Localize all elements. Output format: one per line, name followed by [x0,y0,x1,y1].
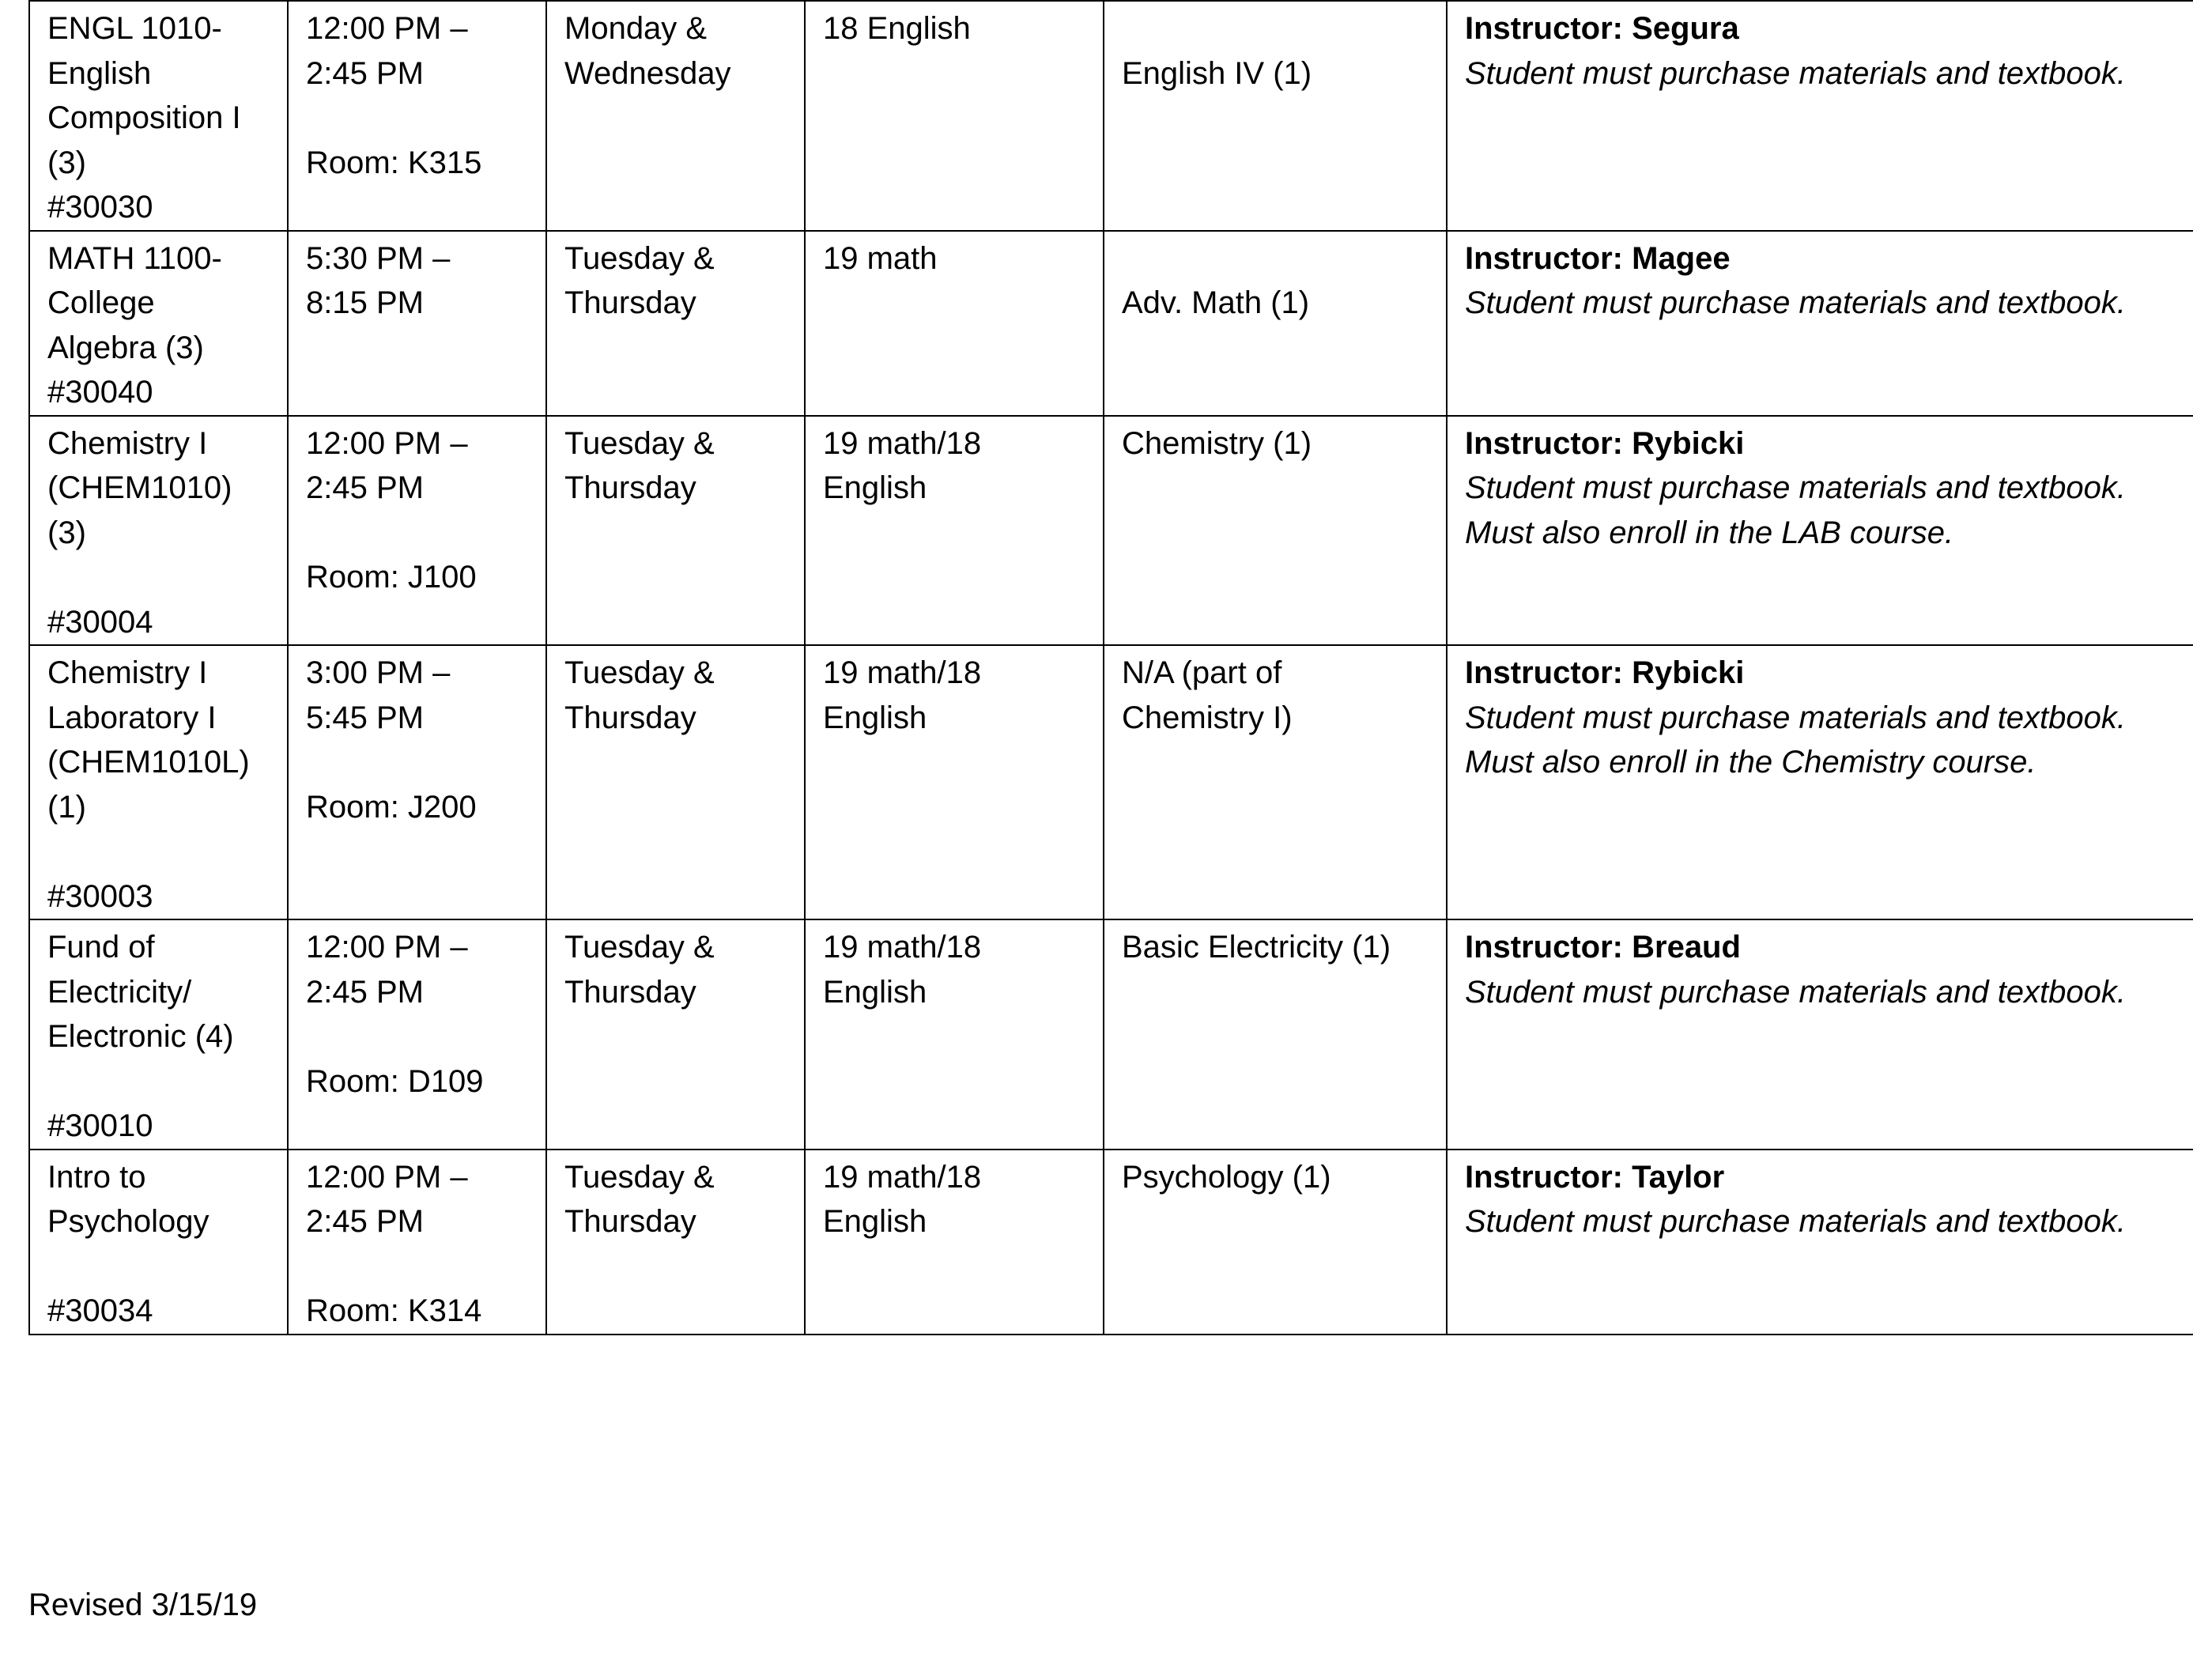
prerequisite-cell: 19 math/18 English [805,645,1104,919]
days-cell: Monday & Wednesday [546,1,805,231]
course-cell: MATH 1100- College Algebra (3) #30040 [29,231,288,416]
equivalent-credit-cell: Chemistry (1) [1104,416,1447,646]
notes-cell [1447,1150,2193,1335]
table-row [29,416,2193,646]
time-room-cell: 12:00 PM – 2:45 PM Room: D109 [288,919,546,1150]
table-row [29,919,2193,1150]
course-note: Student must purchase materials and textbook. [1465,55,2127,91]
course-cell: Chemistry I Laboratory I (CHEM1010L) (1) #30003 [29,645,288,919]
notes-cell [1447,416,2193,646]
course-note: Student must purchase materials and textbook. [1465,285,2127,320]
course-schedule-table [28,0,2193,1335]
course-note: Student must purchase materials and textbook. [1465,974,2127,1010]
table-row [29,1,2193,231]
days-cell: Tuesday & Thursday [546,919,805,1150]
table-row [29,645,2193,919]
days-cell: Tuesday & Thursday [546,416,805,646]
notes-cell [1447,231,2193,416]
instructor-label: Instructor: Segura [1465,11,1739,46]
time-room-cell: 12:00 PM – 2:45 PM Room: K315 [288,1,546,231]
prerequisite-cell: 19 math/18 English [805,1150,1104,1335]
revised-date: Revised 3/15/19 [28,1588,258,1622]
equivalent-credit-cell: Psychology (1) [1104,1150,1447,1335]
prerequisite-cell: 19 math [805,231,1104,416]
instructor-label: Instructor: Magee [1465,240,1731,276]
course-note: Student must purchase materials and textbook. Must also enroll in the Chemistry course. [1465,700,2127,780]
course-note: Student must purchase materials and textbook. [1465,1204,2127,1239]
equivalent-credit-cell: Basic Electricity (1) [1104,919,1447,1150]
table-row [29,1150,2193,1335]
course-note: Student must purchase materials and textbook. Must also enroll in the LAB course. [1465,470,2127,550]
course-schedule-body [29,1,2193,1335]
instructor-label: Instructor: Rybicki [1465,425,1745,461]
course-cell: Intro to Psychology #30034 [29,1150,288,1335]
time-room-cell: 12:00 PM – 2:45 PM Room: K314 [288,1150,546,1335]
prerequisite-cell: 18 English [805,1,1104,231]
table-row [29,231,2193,416]
time-room-cell: 3:00 PM – 5:45 PM Room: J200 [288,645,546,919]
course-cell: ENGL 1010- English Composition I (3) #30030 [29,1,288,231]
time-room-cell: 5:30 PM – 8:15 PM [288,231,546,416]
course-cell: Fund of Electricity/ Electronic (4) #30010 [29,919,288,1150]
days-cell: Tuesday & Thursday [546,645,805,919]
equivalent-credit-cell: Adv. Math (1) [1104,231,1447,416]
notes-cell [1447,919,2193,1150]
notes-cell [1447,1,2193,231]
time-room-cell: 12:00 PM – 2:45 PM Room: J100 [288,416,546,646]
equivalent-credit-cell: N/A (part of Chemistry I) [1104,645,1447,919]
days-cell: Tuesday & Thursday [546,231,805,416]
days-cell: Tuesday & Thursday [546,1150,805,1335]
instructor-label: Instructor: Taylor [1465,1159,1725,1195]
course-cell: Chemistry I (CHEM1010) (3) #30004 [29,416,288,646]
instructor-label: Instructor: Breaud [1465,930,1741,965]
notes-cell [1447,645,2193,919]
prerequisite-cell: 19 math/18 English [805,416,1104,646]
instructor-label: Instructor: Rybicki [1465,655,1745,690]
prerequisite-cell: 19 math/18 English [805,919,1104,1150]
equivalent-credit-cell: English IV (1) [1104,1,1447,231]
